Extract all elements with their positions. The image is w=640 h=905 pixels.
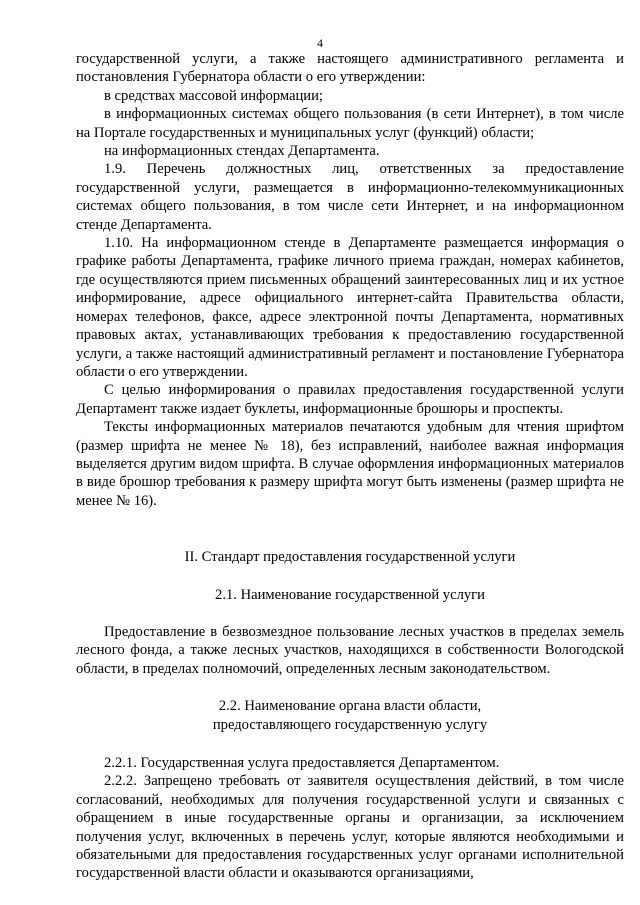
spacer xyxy=(76,567,624,586)
paragraph: С целью информирования о правилах предоставления государственной услуги Департамент также издает буклеты, информационные брошюры и проспекты. xyxy=(76,382,624,417)
paragraph: Предоставление в безвозмездное пользование лесных участков в пределах земель лесного фонда, а также лесных участков, находящихся в собственности Вологодской области, в пределах полномочий, определенных лесным законодательством. xyxy=(76,623,624,677)
paragraph: 1.10. На информационном стенде в Департаменте размещается информация о графике работы Департамента, графике личного приема граждан, номерах кабинетов, где осуществляются прием письменных обращений заинтересованных лиц и их устное информирование, адресе официального интернет-сайта Правительства области, номерах телефонов, факсе, адресе электронной почты Департамента, нормативных правовых актах, устанавливающих требования к предоставлению государственной услуги, а также настоящий административный регламент и постановление Губернатора области о его утверждении. xyxy=(76,235,624,380)
paragraph: 2.2.2. Запрещено требовать от заявителя осуществления действий, в том числе согласований, необходимых для получения государственной услуги и связанных с обращением в иные государственные органы и организации, за исключением получения услуг, включенных в перечень услуг, которые являются необходимыми и обязательными для предоставления государственных услуг органами исполнительной государственной власти области и оказываются организациями, xyxy=(76,773,624,882)
spacer xyxy=(76,510,624,548)
paragraph: государственной услуги, а также настоящего административного регламента и постановления Губернатора области о его утверждении: xyxy=(76,51,624,86)
section-heading: 2.1. Наименование государственной услуги xyxy=(215,586,485,603)
paragraph: в информационных системах общего пользования (в сети Интернет), в том числе на Портале государственных и муниципальных услуг (функций) области; xyxy=(76,106,624,141)
spacer xyxy=(76,678,624,697)
paragraph: Тексты информационных материалов печатаются удобным для чтения шрифтом (размер шрифта не менее № 18), без исправлений, наиболее важная информация выделяется другим видом шрифта. В случае оформления информационных материалов в виде брошюр требования к размеру шрифта могут быть изменены (размер шрифта не менее № 16). xyxy=(76,419,624,509)
paragraph: в средствах массовой информации; xyxy=(104,87,323,104)
paragraph: на информационных стендах Департамента. xyxy=(104,143,380,160)
section-heading: предоставляющего государственную услугу xyxy=(212,716,488,733)
page-number: 4 xyxy=(317,36,323,50)
spacer xyxy=(76,734,624,754)
paragraph: 2.2.1. Государственная услуга предоставляется Департаментом. xyxy=(104,755,500,771)
spacer xyxy=(76,604,624,623)
section-heading: 2.2. Наименование органа власти области, xyxy=(218,698,482,715)
section-heading: II. Стандарт предоставления государственной услуги xyxy=(184,549,516,566)
paragraph: 1.9. Перечень должностных лиц, ответственных за предоставление государственной услуги, размещается в информационно-телекоммуникационных системах общего пользования, в том числе сети Интернет, и на информационном стенде Департамента. xyxy=(76,161,624,233)
document-body xyxy=(76,50,624,883)
